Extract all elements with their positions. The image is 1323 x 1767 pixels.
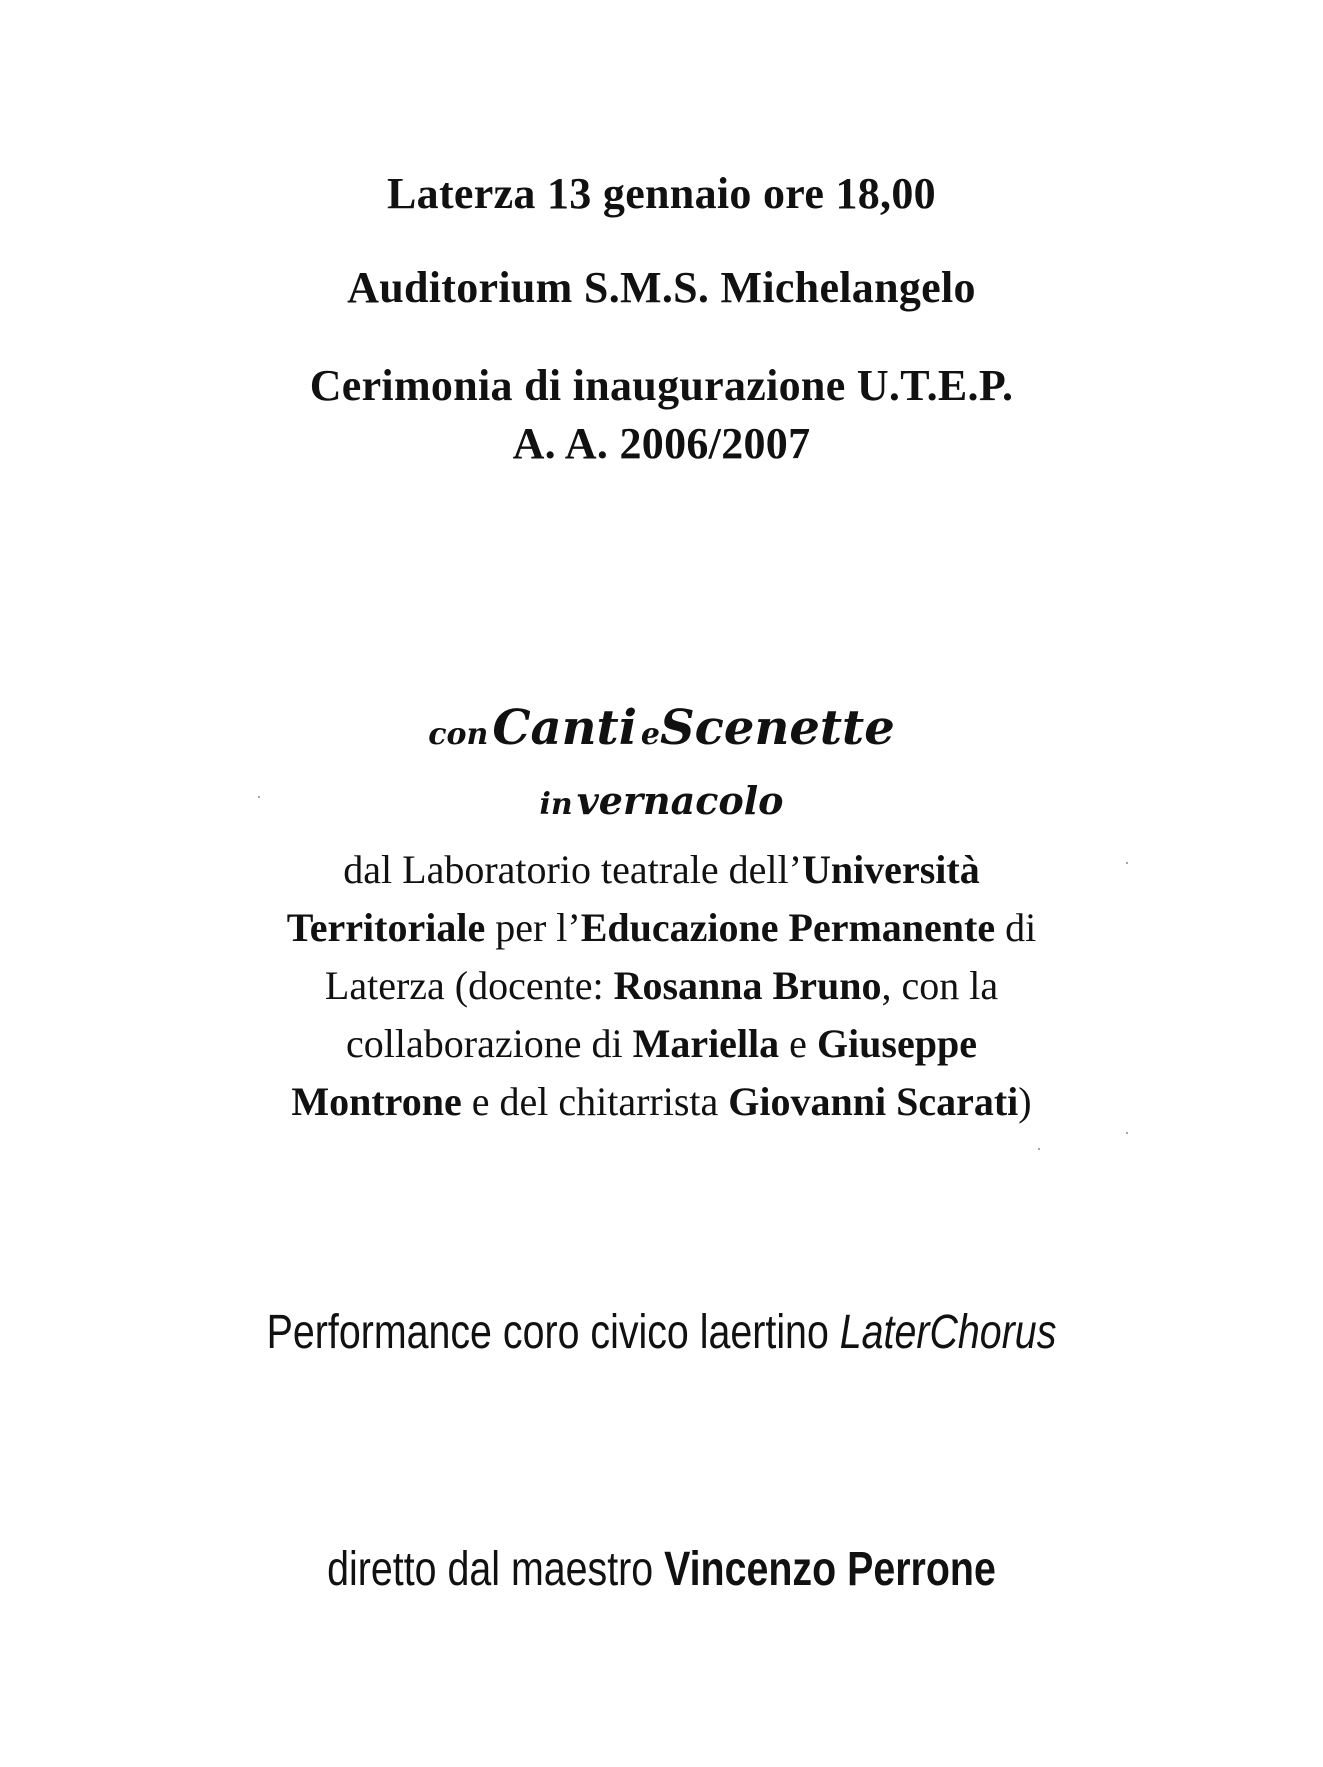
event-venue: Auditorium S.M.S. Michelangelo <box>347 263 976 312</box>
program-paragraph-line2: Territoriale per l’Educazione Permanente di <box>286 905 1037 950</box>
program-paragraph-line1: dal Laboratorio teatrale dell’Università <box>343 847 980 892</box>
scan-speck <box>1038 1148 1040 1150</box>
script-e: e <box>640 717 661 752</box>
script-in: in <box>539 787 573 822</box>
program-heading-line1 <box>0 700 1323 756</box>
performance-line: Performance coro civico laertino LaterChorus <box>266 1306 1057 1359</box>
director-line: diretto dal maestro Vincenzo Perrone <box>327 1543 996 1596</box>
program-paragraph-line5: Montrone e del chitarrista Giovanni Scarati) <box>291 1079 1032 1124</box>
event-title: Cerimonia di inaugurazione U.T.E.P. <box>309 361 1014 410</box>
program-paragraph-line4: collaborazione di Mariella e Giuseppe <box>346 1021 977 1066</box>
academic-year: A. A. 2006/2007 <box>512 419 811 468</box>
director-name: Vincenzo Perrone <box>664 1543 996 1596</box>
script-scenette: Scenette <box>660 700 895 756</box>
program-paragraph-line3: Laterza (docente: Rosanna Bruno, con la <box>324 963 999 1008</box>
program-heading-line2 <box>0 778 1323 823</box>
choir-name: LaterChorus <box>839 1306 1057 1359</box>
scan-speck <box>1126 1132 1128 1134</box>
script-canti: Canti <box>492 700 637 756</box>
scan-speck <box>1126 862 1128 864</box>
script-con: con <box>428 717 489 752</box>
script-vernacolo: vernacolo <box>576 778 784 823</box>
event-date-time: Laterza 13 gennaio ore 18,00 <box>387 169 936 218</box>
scan-speck <box>258 796 260 798</box>
